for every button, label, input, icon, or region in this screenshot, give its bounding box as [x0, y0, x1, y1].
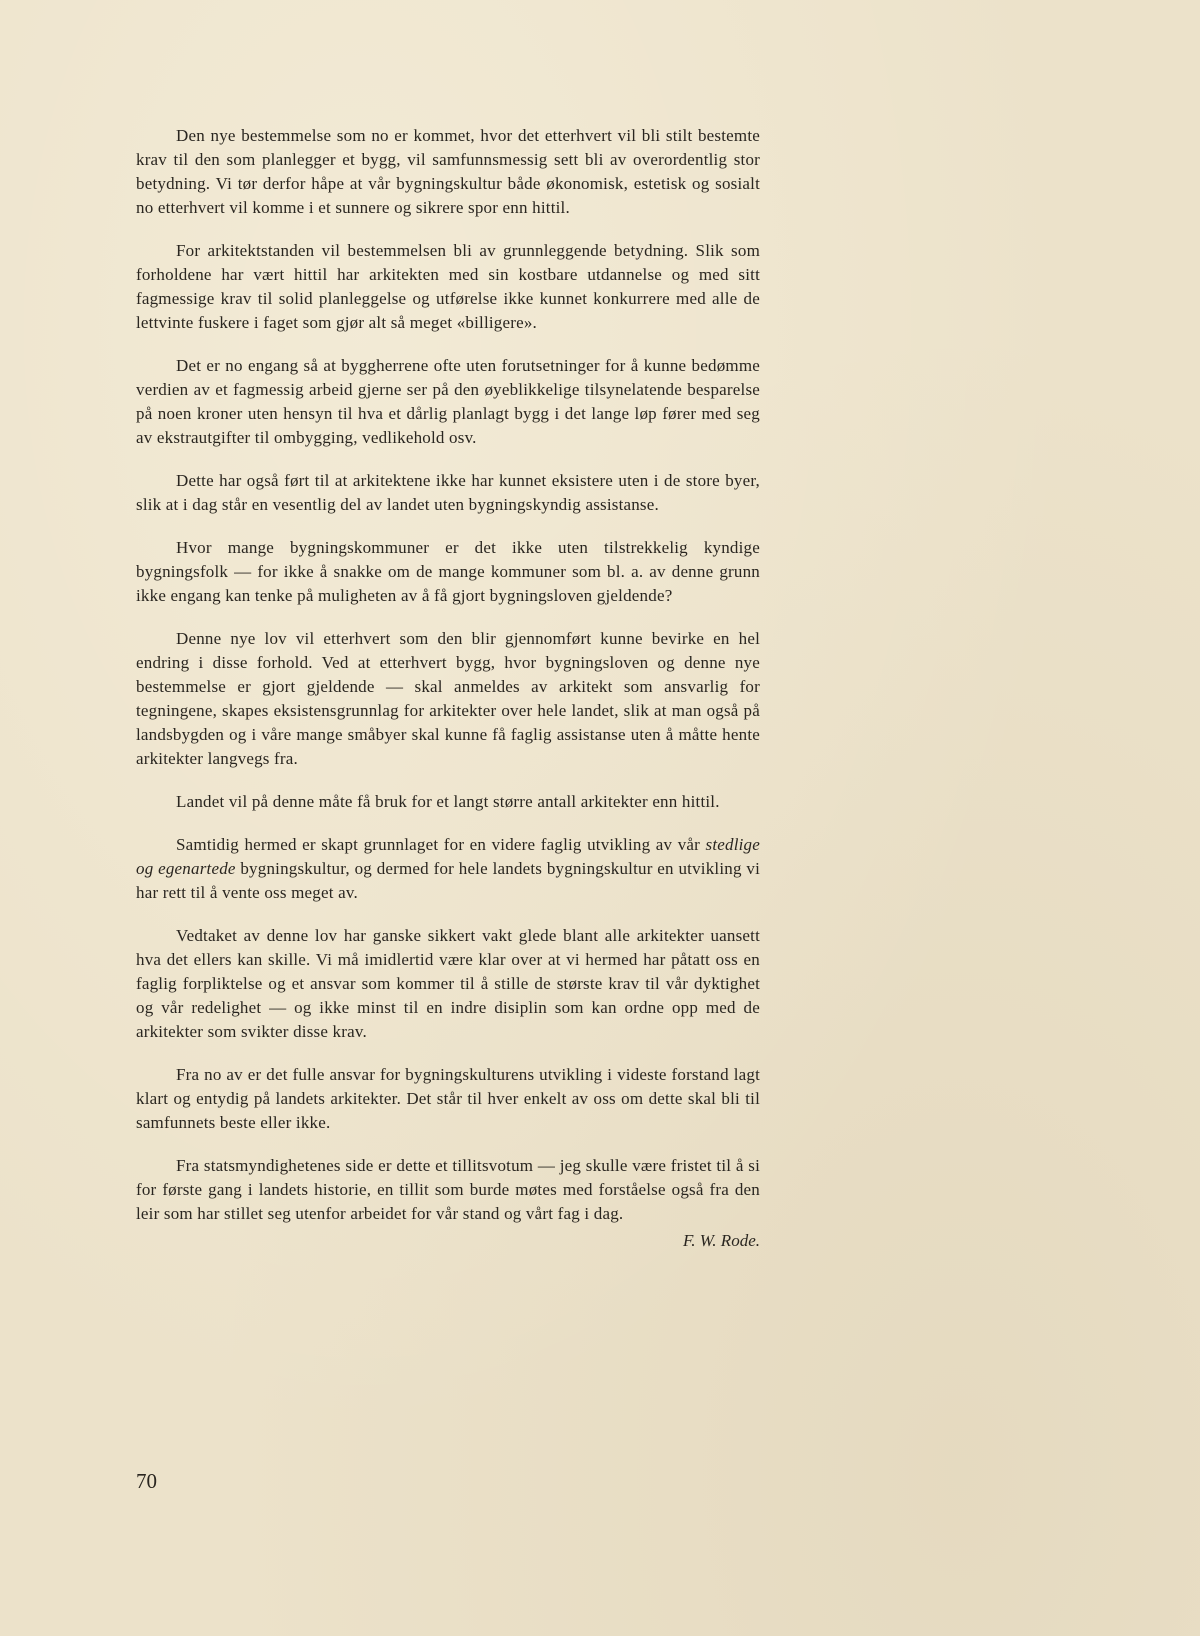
paragraph-5: Hvor mange bygningskommuner er det ikke uten tilstrekkelig kyndige bygningsfolk — for ikke å snakke om de mange kommuner som bl. a. av denne grunn ikke engang kan tenke på muligheten av å få gjort bygningsloven gjeldende? [136, 538, 760, 605]
paragraph-6: Denne nye lov vil etterhvert som den blir gjennomført kunne bevirke en hel endring i disse forhold. Ved at etterhvert bygg, hvor bygningsloven og denne nye bestemmelse er gjort gjeldende — skal anmeldes av arkitekt som ansvarlig for tegningene, skapes eksistensgrunnlag for arkitekter over hele landet, slik at man også på landsbygden og i våre mange småbyer skal kunne få faglig assistanse uten å måtte hente arkitekter langvegs fra. [136, 629, 760, 768]
paragraph-2: For arkitektstanden vil bestemmelsen bli av grunnleggende betydning. Slik som forholdene har vært hittil har arkitekten med sin kostbare utdannelse og med sitt fagmessige krav til solid planleggelse og utførelse ikke kunnet konkurrere med alle de lettvinte fuskere i faget som gjør alt så meget «billigere». [136, 241, 760, 332]
paragraph-10: Fra no av er det fulle ansvar for bygningskulturens utvikling i videste forstand lagt klart og entydig på landets arkitekter. Det står til hver enkelt av oss om dette skal bli til samfunnets beste eller ikke. [136, 1065, 760, 1132]
page-number: 70 [136, 1469, 157, 1493]
article-body [136, 124, 760, 1253]
paragraph-3: Det er no engang så at byggherrene ofte uten forutsetninger for å kunne bedømme verdien av et fagmessig arbeid gjerne ser på den øyeblikkelige tilsynelatende besparelse på noen kroner uten hensyn til hva et dårlig planlagt bygg i det lange løp fører med seg av ekstrautgifter til ombygging, vedlikehold osv. [136, 356, 760, 447]
paragraph-7: Landet vil på denne måte få bruk for et langt større antall arkitekter enn hittil. [176, 792, 720, 811]
author-signature: F. W. Rode. [683, 1231, 760, 1250]
paragraph-9: Vedtaket av denne lov har ganske sikkert vakt glede blant alle arkitekter uansett hva det ellers kan skille. Vi må imidlertid være klar over at vi hermed har påtatt oss en faglig forpliktelse og et ansvar som kommer til å stille de største krav til vår dyktighet og vår redelighet — og ikke minst til en indre disiplin som kan ordne opp med de arkitekter som svikter disse krav. [136, 926, 760, 1041]
paragraph-8-start: Samtidig hermed er skapt grunnlaget for en videre faglig utvikling av vår [176, 835, 706, 854]
paragraph-8-end: bygningskultur, og dermed for hele landets bygningskultur en utvikling vi har rett til å vente oss meget av. [136, 859, 760, 902]
paragraph-4: Dette har også ført til at arkitektene ikke har kunnet eksistere uten i de store byer, slik at i dag står en vesentlig del av landet uten bygningskyndig assistanse. [136, 471, 760, 514]
paragraph-11: Fra statsmyndighetenes side er dette et tillitsvotum — jeg skulle være fristet til å si for første gang i landets historie, en tillit som burde møtes med forståelse også fra den leir som har stillet seg utenfor arbeidet for vår stand og vårt fag i dag. [136, 1156, 760, 1223]
paragraph-8-emphasis: stedlige og egenartede [136, 835, 760, 878]
paragraph-8 [136, 833, 760, 905]
paragraph-1: Den nye bestemmelse som no er kommet, hvor det etterhvert vil bli stilt bestemte krav til den som planlegger et bygg, vil samfunnsmessig sett bli av overordentlig stor betydning. Vi tør derfor håpe at vår bygningskultur både økonomisk, estetisk og sosialt no etterhvert vil komme i et sunnere og sikrere spor enn hittil. [136, 126, 760, 217]
